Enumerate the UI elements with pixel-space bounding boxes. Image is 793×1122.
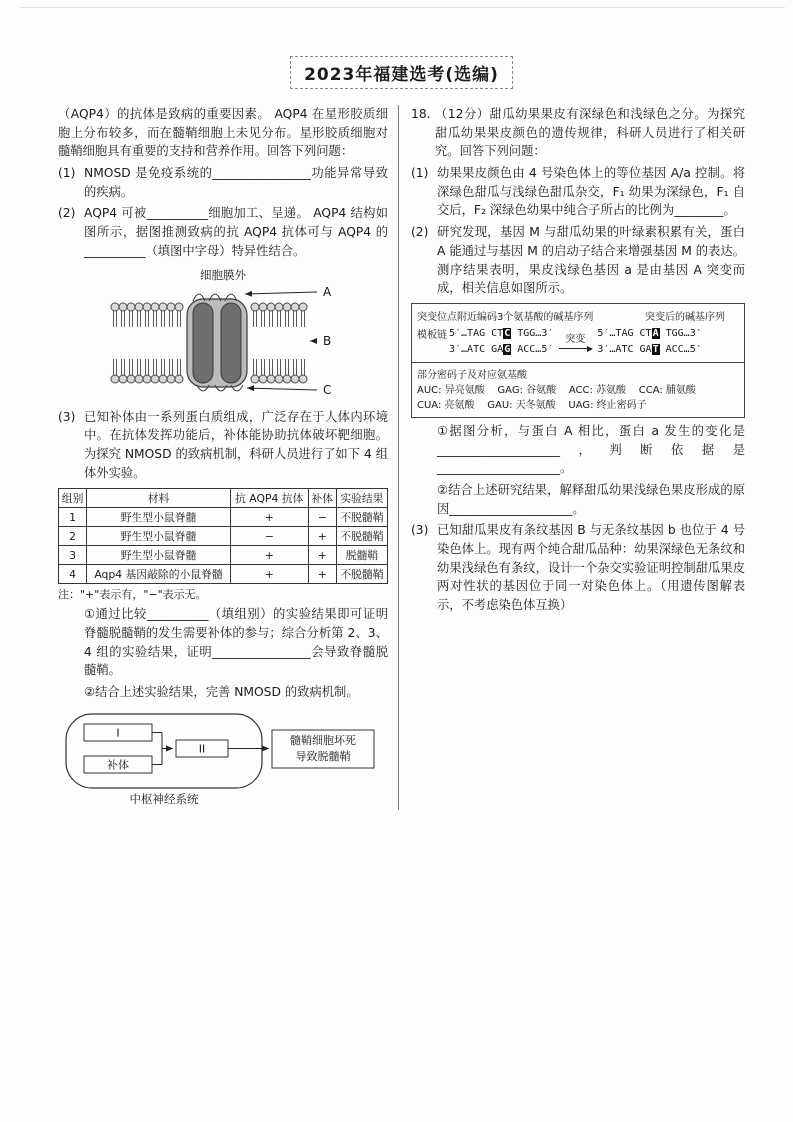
col-header-material: 材料 [87,489,231,508]
flow-connector [152,732,162,764]
table-header-row [59,489,388,508]
scan-artifact-line [20,7,785,8]
question-18 [411,105,745,161]
question-2-number: (2) [58,206,76,221]
mutation-sequences [417,326,739,358]
mutation-header-right: 突变后的碱基序列 [645,311,725,323]
two-column-layout [58,105,745,810]
question-18-number: 18. [411,107,431,121]
question-3-number: (3) [58,409,76,424]
question-3 [58,408,388,483]
flow-result-line1: 髓鞘细胞坏死 [290,733,356,747]
mutation-figure [411,303,745,418]
cell-material: 野生型小鼠脊髓 [87,508,231,527]
question-18-1 [411,164,745,220]
question-18-sub1: ①据图分析，与蛋白 A 相比，蛋白 a 发生的变化是____________________，判断依据是____________________。 [437,423,745,476]
cell-antibody: + [230,565,308,584]
column-right [399,105,745,615]
mutation-arrow-label: 突变 [565,334,586,346]
membrane-diagram [103,283,343,401]
cell-complement: + [308,527,336,546]
flow-box-complement-label: 补体 [107,758,129,772]
cell-material: Aqp4 基因敲除的小鼠脊髓 [87,565,231,584]
cell-material: 野生型小鼠脊髓 [87,527,231,546]
question-18-1-number: (1) [411,166,429,181]
cell-group: 4 [59,565,87,584]
sequence-after-bottom: 3′…ATC GAT ACC…5′ [597,344,702,356]
mutated-base: G [504,344,511,356]
arrow-a [245,292,317,294]
question-1-text: NMOSD 是免疫系统的________________功能异常导致的疾病。 [84,166,388,199]
question-18-3-number: (3) [411,523,429,538]
membrane-caption: 细胞膜外 [200,267,246,282]
page-title: 2023年福建选考(选编) [290,56,513,89]
cell-complement: + [308,565,336,584]
col-header-antibody: 抗 AQP4 抗体 [230,489,308,508]
mechanism-diagram [58,710,388,806]
cell-group: 1 [59,508,87,527]
membrane-label-a: A [323,284,332,299]
mechanism-figure [58,710,388,810]
codon-line-1: AUC: 异亮氨酸 GAG: 谷氨酸 ACC: 苏氨酸 CCA: 脯氨酸 [417,384,696,396]
question-1-number: (1) [58,166,76,181]
question-18-2 [411,223,745,298]
table-row [59,508,388,527]
experiment-table [58,488,388,584]
cell-result: 不脱髓鞘 [336,527,387,546]
question-2-text: AQP4 可被__________细胞加工、呈递。 AQP4 结构如图所示，据图推测致病的抗 AQP4 抗体可与 AQP4 的__________（填图中字母）特异性结合。 [84,206,388,258]
flow-result-line2: 导致脱髓鞘 [295,749,351,763]
table-note: 注："+"表示有，"−"表示无。 [58,588,207,602]
question-18-sub2: ②结合上述研究结果，解释甜瓜幼果浅绿色果皮形成的原因____________________。 [437,482,745,516]
sequence-before [417,326,553,358]
sequence-before-top: 5′…TAG CTC TGG…3′ [449,328,554,340]
cell-material: 野生型小鼠脊髓 [87,546,231,565]
cell-antibody: + [230,546,308,565]
intro-paragraph: （AQP4）的抗体是致病的重要因素。 AQP4 在星形胶质细胞上分布较多，而在髓鞘细胞上未见分布。星形胶质细胞对髓鞘细胞具有重要的支持和营养作用。回答下列问题： [58,107,388,159]
question-2 [58,204,388,260]
table-row [59,565,388,584]
subquestion-1: ①通过比较__________（填组别）的实验结果即可证明脊髓脱髓鞘的发生需要补体的参与；综合分析第 2、3、4 组的实验结果，证明________________会导致脊髓脱髓鞘。 [84,607,388,678]
col-header-result: 实验结果 [336,489,387,508]
codon-line-2: CUA: 亮氨酸 GAU: 天冬氨酸 UAG: 终止密码子 [417,400,647,412]
codon-table-title: 部分密码子及对应氨基酸 [417,369,527,381]
mutation-header-left: 突变位点附近编码3个氨基酸的碱基序列 [417,311,594,323]
cell-complement: + [308,546,336,565]
col-header-group: 组别 [59,489,87,508]
cell-group: 2 [59,527,87,546]
flow-caption: 中枢神经系统 [129,791,199,806]
question-18-2-number: (2) [411,225,429,240]
question-18-2-text: 研究发现，基因 M 与甜瓜幼果的叶绿素积累有关，蛋白 A 能通过与基因 M 的启动子结合来增强基因 M 的表达。测序结果表明，果皮浅绿色基因 a 是由基因 A 突变而成，相关信息如图所示。 [437,225,745,296]
membrane-figure [103,283,343,405]
mutated-base: T [652,344,659,356]
cell-complement: − [308,508,336,527]
flow-box-2-label: II [198,742,206,756]
cns-boundary [66,714,262,788]
mutated-base: C [504,328,511,340]
mutated-base: A [652,328,659,340]
question-3-text: 已知补体由一系列蛋白质组成，广泛存在于人体内环境中。在抗体发挥功能后，补体能协助抗体破坏靶细胞。为探究 NMOSD 的致病机制，科研人员进行了如下 4 组体外实验。 [84,409,388,480]
arrow-c [247,388,317,390]
template-strand-label: 模板链 [417,330,447,342]
membrane-label-c: C [323,382,332,397]
mutation-arrow-group [559,334,591,349]
col-header-complement: 补体 [308,489,336,508]
flow-box-1-label: I [116,726,120,740]
mutation-headers [417,308,739,323]
cell-result: 脱髓鞘 [336,546,387,565]
question-18-3-text: 已知甜瓜果皮有条纹基因 B 与无条纹基因 b 也位于 4 号染色体上。现有两个纯合甜瓜品种：幼果深绿色无条纹和幼果浅绿色有条纹，设计一个杂交实验证明控制甜瓜果皮两对性状的基因位于同一对染色体上。（用遗传图解表示，不考虑染色体互换） [437,523,745,613]
question-18-1-text: 幼果果皮颜色由 4 号染色体上的等位基因 A/a 控制。将深绿色甜瓜与浅绿色甜瓜杂交，F₁ 幼果为深绿色，F₁ 自交后，F₂ 深绿色幼果中纯合子所占的比例为________。 [437,166,745,218]
subquestion-2: ②结合上述实验结果，完善 NMOSD 的致病机制。 [84,685,359,699]
cell-antibody: − [230,527,308,546]
aqp4-protein [187,294,247,391]
membrane-label-b: B [323,333,332,348]
sequence-after [597,326,701,358]
table-row [59,546,388,565]
cell-result: 不脱髓鞘 [336,508,387,527]
cell-group: 3 [59,546,87,565]
table-row [59,527,388,546]
sequence-before-bottom: 3′…ATC GAG ACC…5′ [449,344,554,356]
page-header [58,56,745,89]
question-1 [58,164,388,201]
question-18-text: （12分）甜瓜幼果果皮有深绿色和浅绿色之分。为探究甜瓜幼果果皮颜色的遗传规律，科研人员进行了相关研究。回答下列问题： [435,107,745,159]
mutation-arrow [559,348,591,349]
sequence-after-top: 5′…TAG CTA TGG…3′ [597,328,702,340]
question-18-3 [411,521,745,614]
column-left [58,105,399,810]
cell-result: 不脱髓鞘 [336,565,387,584]
cell-antibody: + [230,508,308,527]
divider [412,362,744,363]
